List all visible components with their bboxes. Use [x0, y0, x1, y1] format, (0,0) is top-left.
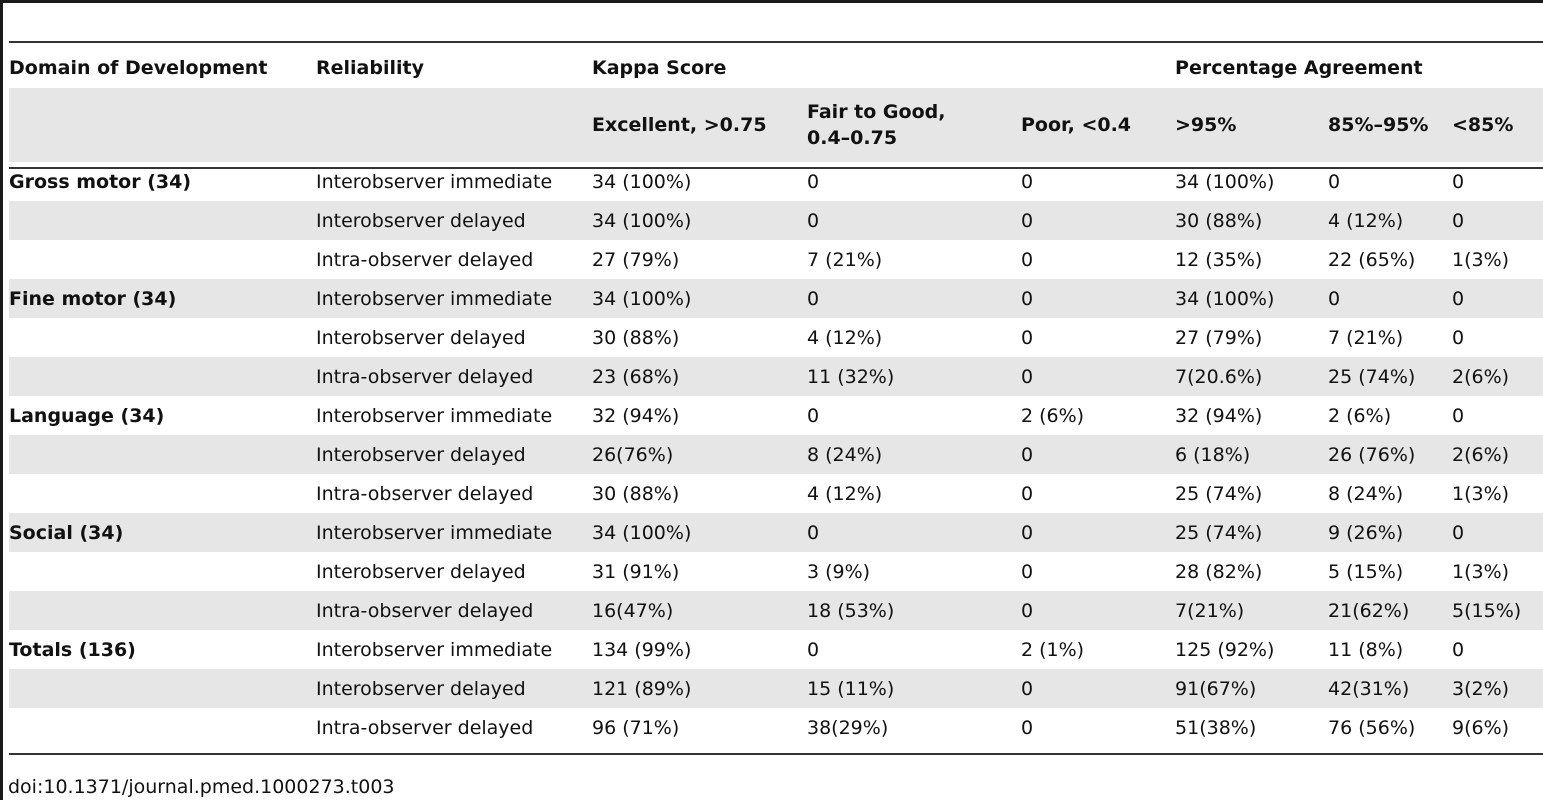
cell-p85-95: 76 (56%) — [1328, 716, 1416, 739]
header-fair — [807, 88, 1021, 162]
table-row — [9, 708, 1543, 747]
cell-lt85: 5(15%) — [1452, 591, 1543, 630]
cell-fair: 0 — [807, 638, 820, 661]
header-sub-empty-2 — [316, 88, 592, 162]
cell-p85-95: 4 (12%) — [1328, 201, 1452, 240]
cell-fair: 0 — [807, 279, 1021, 318]
cell-fair: 0 — [807, 513, 1021, 552]
cell-lt85: 0 — [1452, 513, 1543, 552]
cell-lt85: 0 — [1452, 404, 1465, 427]
cell-reliability: Interobserver delayed — [316, 435, 592, 474]
cell-poor: 2 (6%) — [1021, 404, 1085, 427]
cell-poor: 0 — [1021, 357, 1175, 396]
cell-gt95: 7(21%) — [1175, 591, 1328, 630]
cell-reliability: Intra-observer delayed — [316, 482, 534, 505]
header-reliability: Reliability — [316, 57, 424, 79]
cell-gt95: 91(67%) — [1175, 669, 1328, 708]
cell-gt95: 7(20.6%) — [1175, 357, 1328, 396]
cell-domain — [9, 435, 316, 474]
cell-domain — [9, 474, 316, 513]
cell-poor: 0 — [1021, 170, 1034, 193]
cell-domain: Language (34) — [9, 404, 165, 427]
cell-reliability: Interobserver immediate — [316, 404, 553, 427]
table-top-rule — [9, 41, 1543, 43]
reliability-table — [9, 48, 1543, 747]
cell-p85-95: 42(31%) — [1328, 669, 1452, 708]
cell-p85-95: 22 (65%) — [1328, 248, 1416, 271]
cell-domain — [9, 552, 316, 591]
doi-footnote: doi:10.1371/journal.pmed.1000273.t003 — [8, 776, 395, 798]
cell-domain — [9, 708, 316, 747]
cell-excellent: 27 (79%) — [592, 248, 680, 271]
table-row — [9, 552, 1543, 591]
header-excellent: Excellent, >0.75 — [592, 88, 807, 162]
cell-domain — [9, 591, 316, 630]
cell-poor: 0 — [1021, 326, 1034, 349]
cell-poor: 0 — [1021, 591, 1175, 630]
header-domain: Domain of Development — [9, 57, 268, 79]
cell-gt95: 28 (82%) — [1175, 560, 1263, 583]
cell-reliability: Interobserver delayed — [316, 326, 526, 349]
cell-domain: Social (34) — [9, 513, 316, 552]
table-row — [9, 474, 1543, 513]
cell-lt85: 0 — [1452, 326, 1465, 349]
table-row — [9, 513, 1543, 552]
table-row — [9, 240, 1543, 279]
table-row — [9, 357, 1543, 396]
cell-p85-95: 21(62%) — [1328, 591, 1452, 630]
cell-fair: 15 (11%) — [807, 669, 1021, 708]
cell-excellent: 23 (68%) — [592, 357, 807, 396]
header-85-95: 85%–95% — [1328, 88, 1452, 162]
cell-poor: 0 — [1021, 513, 1175, 552]
header-lt85: <85% — [1452, 88, 1543, 162]
cell-gt95: 32 (94%) — [1175, 404, 1263, 427]
cell-p85-95: 5 (15%) — [1328, 560, 1404, 583]
header-percentage: Percentage Agreement — [1175, 57, 1423, 79]
cell-excellent: 32 (94%) — [592, 404, 680, 427]
cell-fair: 18 (53%) — [807, 591, 1021, 630]
cell-gt95: 25 (74%) — [1175, 482, 1263, 505]
table-row — [9, 201, 1543, 240]
cell-domain — [9, 357, 316, 396]
cell-poor: 0 — [1021, 560, 1034, 583]
cell-reliability: Intra-observer delayed — [316, 591, 592, 630]
cell-gt95: 34 (100%) — [1175, 170, 1275, 193]
table-row — [9, 162, 1543, 201]
cell-fair: 4 (12%) — [807, 482, 883, 505]
cell-gt95: 30 (88%) — [1175, 201, 1328, 240]
cell-excellent: 16(47%) — [592, 591, 807, 630]
cell-domain — [9, 669, 316, 708]
header-gt95: >95% — [1175, 88, 1328, 162]
cell-lt85: 2(6%) — [1452, 435, 1543, 474]
header-row-sub — [9, 88, 1543, 162]
cell-reliability: Interobserver immediate — [316, 170, 553, 193]
cell-excellent: 30 (88%) — [592, 326, 680, 349]
cell-fair: 3 (9%) — [807, 560, 871, 583]
header-poor: Poor, <0.4 — [1021, 88, 1175, 162]
cell-excellent: 134 (99%) — [592, 638, 692, 661]
cell-poor: 0 — [1021, 716, 1034, 739]
cell-gt95: 125 (92%) — [1175, 638, 1275, 661]
cell-gt95: 27 (79%) — [1175, 326, 1263, 349]
cell-fair: 0 — [807, 170, 820, 193]
header-row-group — [9, 48, 1543, 88]
cell-excellent: 31 (91%) — [592, 560, 680, 583]
table-row — [9, 318, 1543, 357]
cell-gt95: 51(38%) — [1175, 716, 1257, 739]
cell-lt85: 2(6%) — [1452, 357, 1543, 396]
cell-p85-95: 26 (76%) — [1328, 435, 1452, 474]
cell-reliability: Interobserver delayed — [316, 201, 592, 240]
cell-poor: 0 — [1021, 279, 1175, 318]
table-row — [9, 591, 1543, 630]
cell-p85-95: 0 — [1328, 279, 1452, 318]
header-fair-label: Fair to Good, 0.4–0.75 — [807, 101, 946, 149]
cell-p85-95: 9 (26%) — [1328, 513, 1452, 552]
table-row — [9, 669, 1543, 708]
cell-p85-95: 7 (21%) — [1328, 326, 1404, 349]
header-kappa: Kappa Score — [592, 57, 727, 79]
table-bottom-rule — [9, 753, 1543, 755]
cell-domain — [9, 318, 316, 357]
cell-fair: 0 — [807, 201, 1021, 240]
cell-lt85: 0 — [1452, 170, 1465, 193]
cell-p85-95: 11 (8%) — [1328, 638, 1404, 661]
table-row — [9, 630, 1543, 669]
table-row — [9, 435, 1543, 474]
cell-lt85: 0 — [1452, 201, 1543, 240]
cell-reliability: Intra-observer delayed — [316, 716, 534, 739]
cell-reliability: Intra-observer delayed — [316, 248, 534, 271]
cell-gt95: 25 (74%) — [1175, 513, 1328, 552]
table-body — [9, 162, 1543, 747]
cell-fair: 7 (21%) — [807, 248, 883, 271]
cell-domain: Totals (136) — [9, 638, 136, 661]
cell-domain: Fine motor (34) — [9, 279, 316, 318]
cell-gt95: 34 (100%) — [1175, 279, 1328, 318]
top-border — [0, 0, 1543, 3]
cell-fair: 0 — [807, 404, 820, 427]
cell-reliability: Interobserver immediate — [316, 279, 592, 318]
cell-p85-95: 8 (24%) — [1328, 482, 1404, 505]
cell-reliability: Interobserver delayed — [316, 669, 592, 708]
cell-lt85: 1(3%) — [1452, 560, 1510, 583]
cell-reliability: Interobserver immediate — [316, 513, 592, 552]
cell-p85-95: 2 (6%) — [1328, 404, 1392, 427]
cell-poor: 2 (1%) — [1021, 638, 1085, 661]
cell-fair: 8 (24%) — [807, 435, 1021, 474]
header-sub-empty-1 — [9, 88, 316, 162]
cell-reliability: Interobserver immediate — [316, 638, 553, 661]
cell-fair: 11 (32%) — [807, 357, 1021, 396]
cell-excellent: 30 (88%) — [592, 482, 680, 505]
cell-excellent: 26(76%) — [592, 435, 807, 474]
cell-excellent: 34 (100%) — [592, 279, 807, 318]
left-border — [0, 0, 3, 800]
cell-fair: 4 (12%) — [807, 326, 883, 349]
cell-poor: 0 — [1021, 435, 1175, 474]
cell-reliability: Intra-observer delayed — [316, 357, 592, 396]
cell-domain: Gross motor (34) — [9, 170, 192, 193]
cell-excellent: 34 (100%) — [592, 513, 807, 552]
cell-gt95: 12 (35%) — [1175, 248, 1263, 271]
cell-lt85: 9(6%) — [1452, 716, 1510, 739]
cell-gt95: 6 (18%) — [1175, 435, 1328, 474]
cell-lt85: 0 — [1452, 279, 1543, 318]
cell-p85-95: 0 — [1328, 170, 1341, 193]
cell-poor: 0 — [1021, 669, 1175, 708]
cell-poor: 0 — [1021, 248, 1034, 271]
cell-domain — [9, 240, 316, 279]
cell-lt85: 0 — [1452, 638, 1465, 661]
cell-excellent: 121 (89%) — [592, 669, 807, 708]
cell-lt85: 3(2%) — [1452, 669, 1543, 708]
cell-excellent: 34 (100%) — [592, 170, 692, 193]
cell-reliability: Interobserver delayed — [316, 560, 526, 583]
table-row — [9, 279, 1543, 318]
cell-lt85: 1(3%) — [1452, 482, 1510, 505]
cell-poor: 0 — [1021, 201, 1175, 240]
cell-excellent: 34 (100%) — [592, 201, 807, 240]
cell-domain — [9, 201, 316, 240]
cell-lt85: 1(3%) — [1452, 248, 1510, 271]
cell-poor: 0 — [1021, 482, 1034, 505]
table-row — [9, 396, 1543, 435]
cell-fair: 38(29%) — [807, 716, 889, 739]
cell-excellent: 96 (71%) — [592, 716, 680, 739]
cell-p85-95: 25 (74%) — [1328, 357, 1452, 396]
